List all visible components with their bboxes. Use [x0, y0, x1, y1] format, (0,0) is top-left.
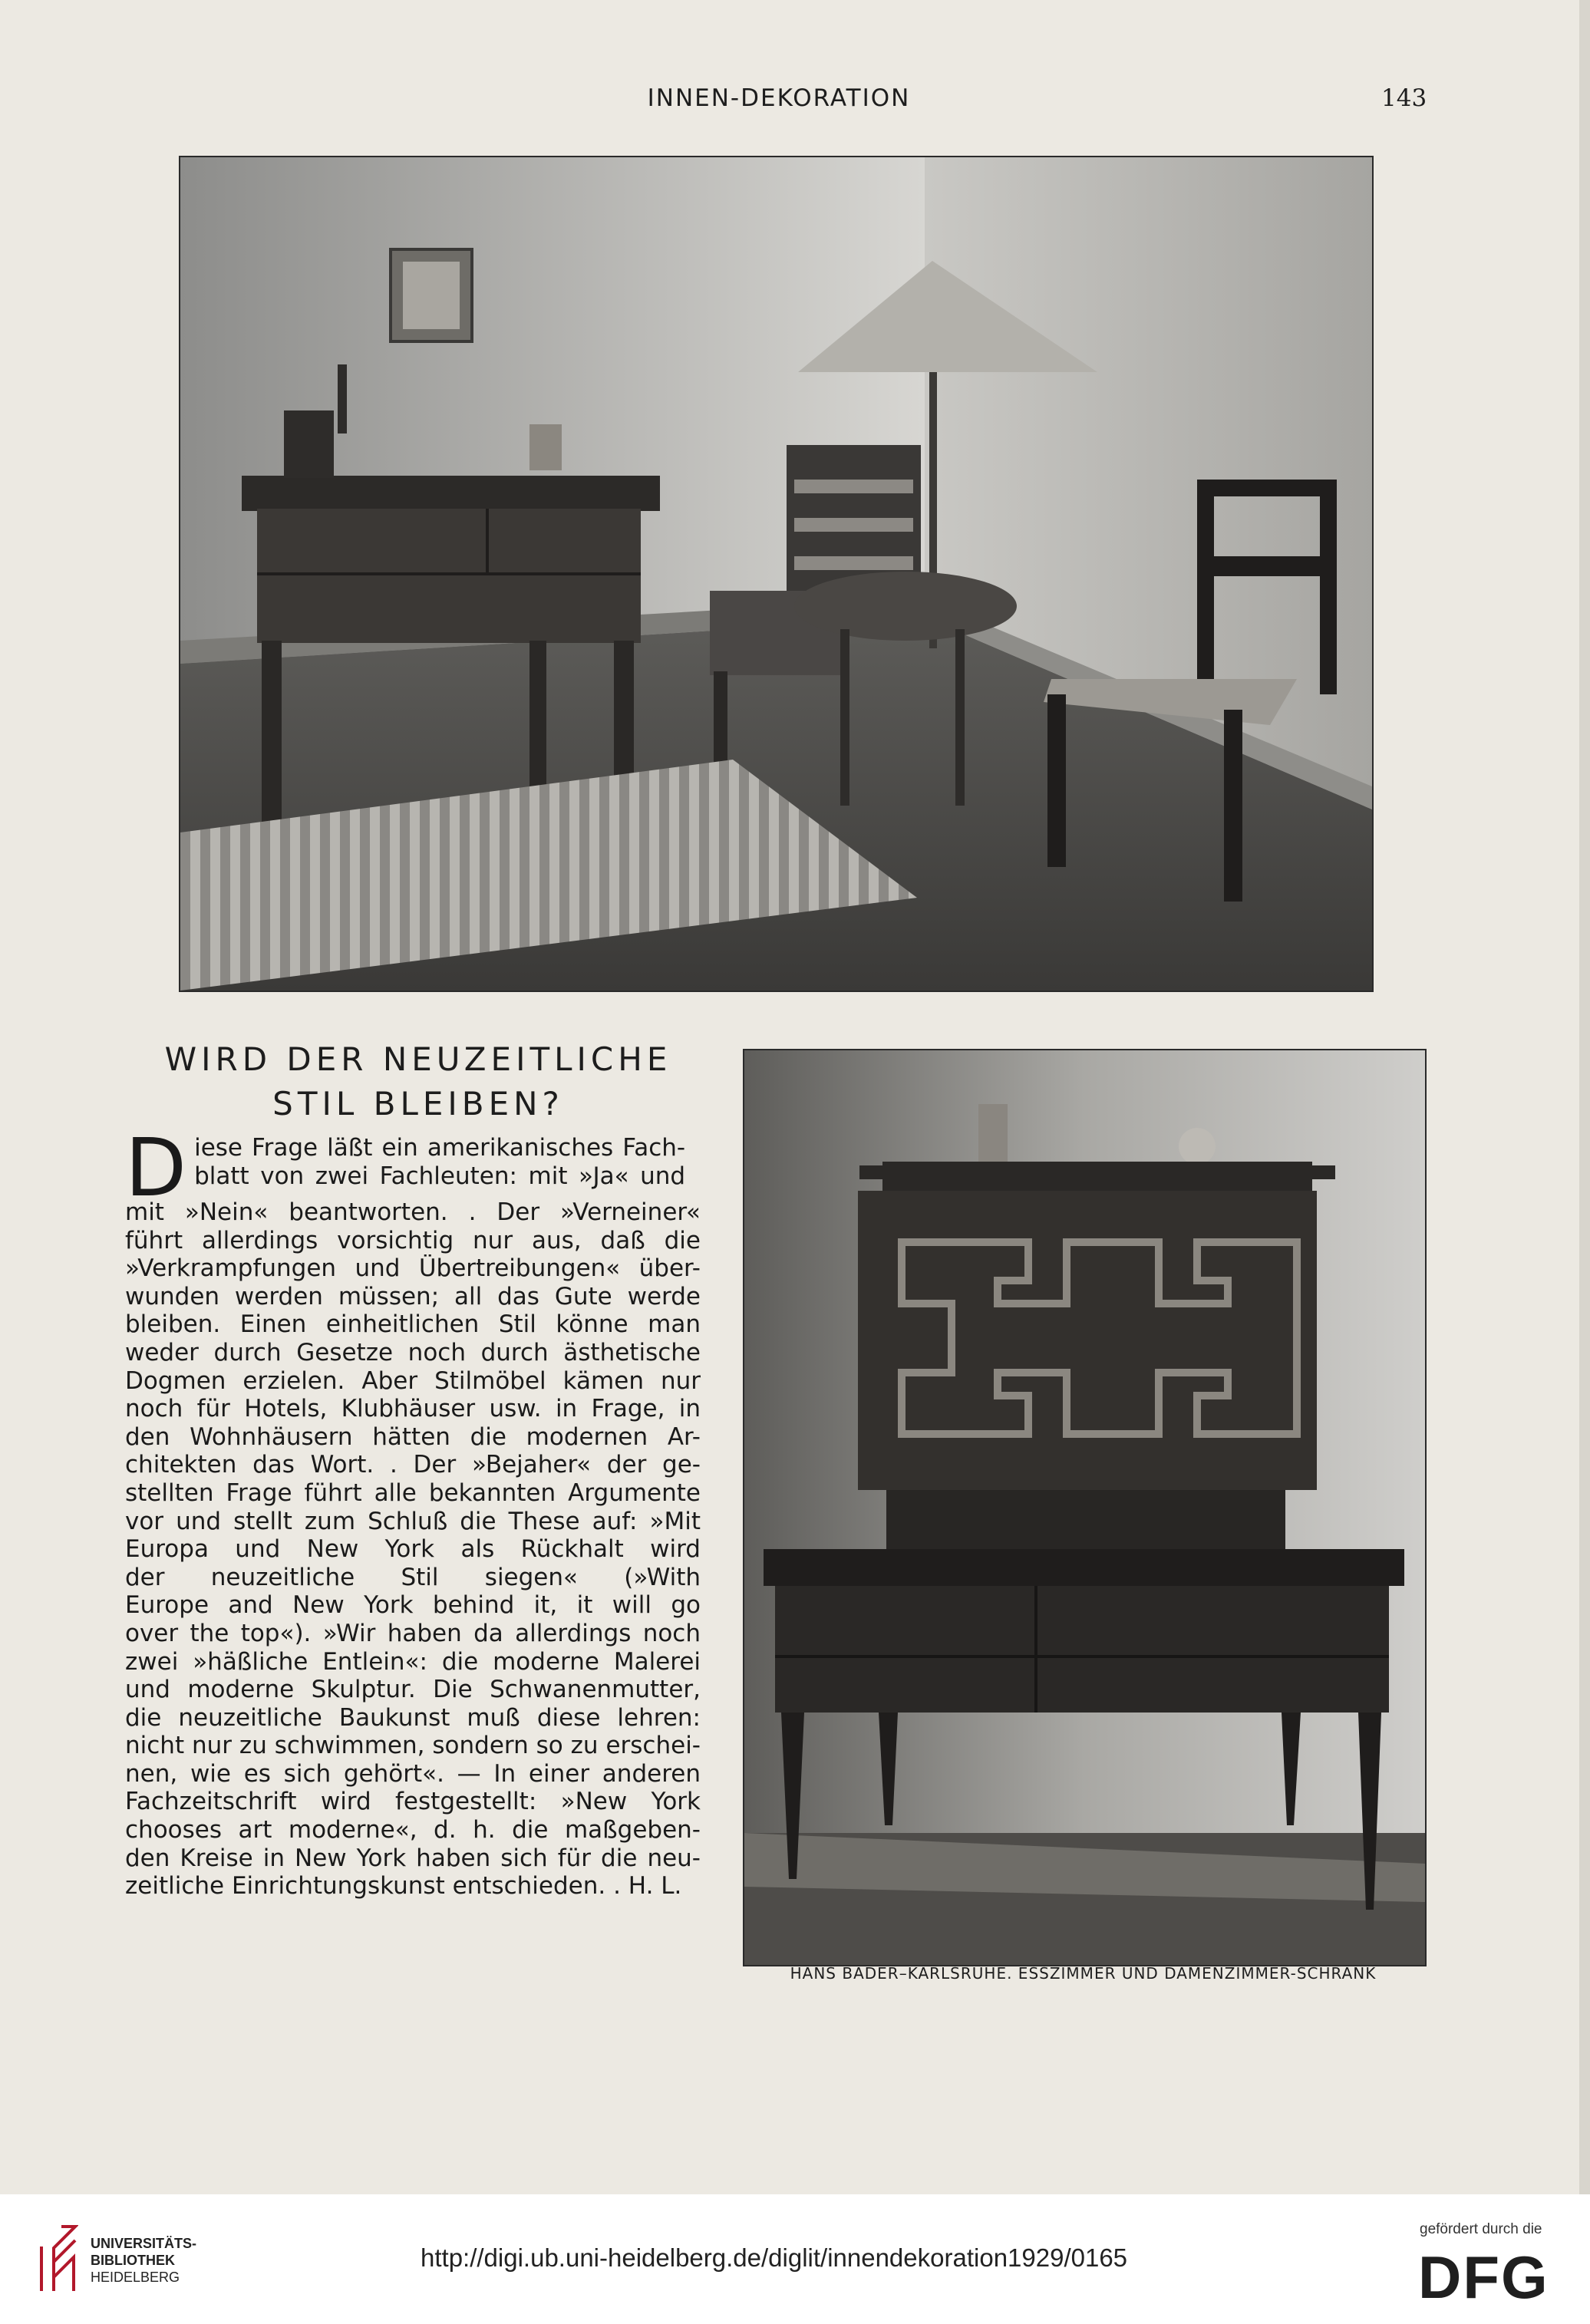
article-title-line-2: STIL BLEIBEN? — [272, 1085, 564, 1122]
article-line: Europe and New York behind it, it will go — [125, 1591, 701, 1620]
article-line: stellten Frage führt alle bekannten Argumente — [125, 1478, 701, 1507]
article-line: Fachzeitschrift wird festgestellt: »New York — [125, 1788, 701, 1816]
running-title: INNEN-DEKORATION — [647, 84, 911, 112]
article-line: die neuzeitliche Baukunst muß diese lehren: — [125, 1703, 701, 1732]
article-line: chooses art moderne«, d. h. die maßgeben- — [125, 1816, 701, 1844]
article-line: noch für Hotels, Klubhäuser usw. in Frage, in — [125, 1395, 701, 1423]
article-text — [125, 1121, 701, 1900]
interior-photo — [179, 156, 1374, 992]
article-line: vor und stellt zum Schluß die These auf: »Mit — [125, 1507, 701, 1535]
article-title — [123, 1037, 714, 1126]
article-title-line-1: WIRD DER NEUZEITLICHE — [164, 1040, 672, 1078]
article-line: wunden werden müssen; all das Gute werde — [125, 1282, 701, 1310]
article-line: zwei »häßliche Entlein«: die moderne Malerei — [125, 1647, 701, 1676]
article-line: und moderne Skulptur. Die Schwanenmutter, — [125, 1676, 701, 1704]
article-line: nen, wie es sich gehört«. — In einer anderen — [125, 1759, 701, 1788]
article-line: Europa und New York als Rückhalt wird — [125, 1535, 701, 1564]
article-line: blatt von zwei Fachleuten: mit »Ja« und — [194, 1162, 686, 1190]
cabinet-photo-image — [744, 1050, 1425, 1965]
figure-caption: HANS BADER–KARLSRUHE. ESSZIMMER UND DAMENZIMMER-SCHRANK — [790, 1964, 1377, 1983]
article-line: zeitliche Einrichtungskunst entschieden. . H. L. — [125, 1872, 682, 1900]
source-url-link[interactable]: http://digi.ub.uni-heidelberg.de/diglit/innendekoration1929/0165 — [421, 2243, 1128, 2272]
dfg-logo: DFG — [1418, 2243, 1549, 2311]
article-line: bleiben. Einen einheitlichen Stil könne man — [125, 1310, 701, 1339]
interior-photo-image — [180, 157, 1372, 991]
article-line: chitekten das Wort. . Der »Bejaher« der ge- — [125, 1451, 701, 1479]
article-line: mit »Nein« beantworten. . Der »Verneiner« — [125, 1198, 701, 1226]
article-line: iese Frage läßt ein amerikanisches Fach- — [194, 1134, 686, 1162]
article-line: nicht nur zu schwimmen, sondern so zu erschei- — [125, 1732, 701, 1760]
drop-cap: D — [125, 1121, 187, 1215]
sponsor-label: gefördert durch die — [1420, 2221, 1542, 2237]
article-line: der neuzeitliche Stil siegen« (»With — [125, 1563, 701, 1591]
article-line: den Wohnhäusern hätten die modernen Ar- — [125, 1422, 701, 1451]
article-line: führt allerdings vorsichtig nur aus, daß die — [125, 1226, 701, 1254]
university-library-logo-icon — [38, 2223, 78, 2294]
article-body — [125, 1121, 701, 1900]
article-line: »Verkrampfungen und Übertreibungen« über- — [125, 1254, 701, 1283]
article-line: weder durch Gesetze noch durch ästhetische — [125, 1338, 701, 1366]
article-line: over the top«). »Wir haben da allerdings noch — [125, 1619, 701, 1647]
page-number: 143 — [1381, 84, 1427, 112]
article-line: Dogmen erzielen. Aber Stilmöbel kämen nur — [125, 1366, 701, 1395]
page-edge — [1579, 0, 1590, 2194]
university-library-name: UNIVERSITÄTS- BIBLIOTHEK HEIDELBERG — [91, 2236, 197, 2285]
article-line: den Kreise in New York haben sich für die neu- — [125, 1844, 701, 1872]
cabinet-photo — [743, 1049, 1427, 1966]
